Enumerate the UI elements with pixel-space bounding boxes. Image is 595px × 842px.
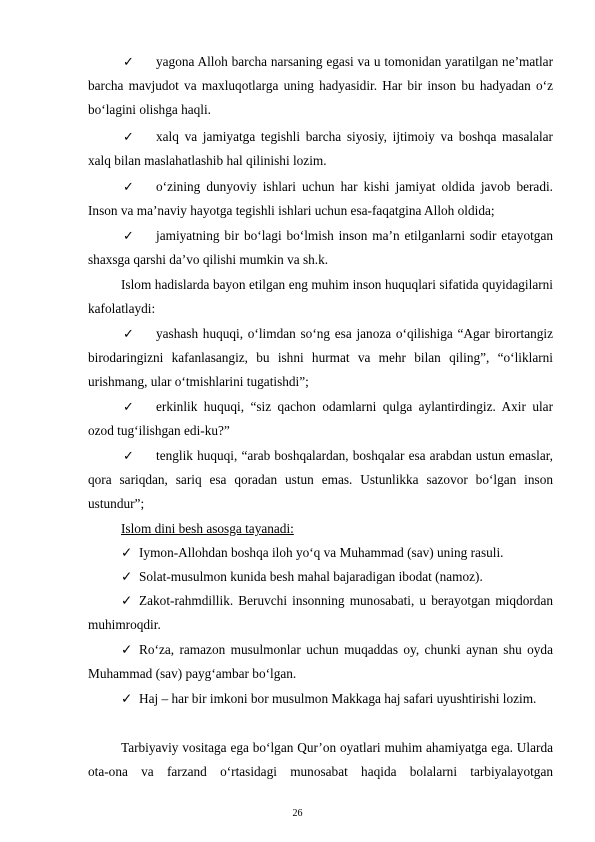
checkmark-icon: ✓: [121, 569, 133, 584]
right-paragraph: [88, 322, 553, 395]
checkmark-icon: ✓: [123, 326, 134, 341]
checkmark-icon: ✓: [121, 545, 133, 560]
bullet-paragraph: [88, 224, 553, 272]
bullet-text: yagona Alloh barcha narsaning egasi va u tomonidan yaratilgan ne’matlar barcha mavjudot va maxluqotlarga uning hadyasidir. Har bir inson bu hadyadan o‘z bo‘lagini olishga haqli.: [88, 54, 553, 118]
pillar-item: [88, 687, 553, 711]
closing-text: Tarbiyaviy vositaga ega bo‘lgan Qur’on oyatlari muhim ahamiyatga ega. Ularda ota-ona va farzand o‘rtasidagi munosabat haqida bolalarni tarbiyalayotgan: [88, 740, 553, 780]
right-text: erkinlik huquqi, “siz qachon odamlarni qulga aylantirdingiz. Axir ular ozod tug‘ilishgan edi-ku?”: [88, 399, 553, 439]
bullet-paragraph: [88, 125, 553, 173]
right-paragraph: [88, 444, 553, 517]
pillar-text: Solat-musulmon kunida besh mahal bajaradigan ibodat (namoz).: [139, 569, 483, 584]
bullet-text: o‘zining dunyoviy ishlari uchun har kishi jamiyat oldida javob beradi. Inson va ma’naviy hayotga tegishli ishlari uchun esa-faqatgina Alloh oldida;: [88, 179, 553, 219]
pillar-text: Haj – har bir imkoni bor musulmon Makkaga haj safari uyushtirishi lozim.: [139, 691, 537, 706]
page-number: 26: [292, 808, 303, 819]
checkmark-icon: ✓: [123, 54, 134, 69]
right-text: yashash huquqi, o‘limdan so‘ng esa janoza o‘qilishiga “Agar birortangiz birodaringizni kafanlasangiz, bu ishni hurmat va mehr bilan qiling”, “o‘liklarni urishmang, ular o‘tmishlarini tugatishdi”;: [88, 326, 553, 390]
intro-text: Islom hadislarda bayon etilgan eng muhim inson huquqlari sifatida quyidagilarni kafolatlaydi:: [88, 277, 553, 317]
closing-paragraph: [88, 736, 553, 784]
pillar-item: [88, 565, 553, 589]
checkmark-icon: ✓: [121, 691, 133, 706]
checkmark-icon: ✓: [121, 642, 133, 657]
checkmark-icon: ✓: [123, 448, 134, 463]
pillar-item: [88, 541, 553, 565]
checkmark-icon: ✓: [123, 228, 134, 243]
pillar-item: [88, 589, 553, 637]
bullet-paragraph: [88, 50, 553, 123]
bullet-text: xalq va jamiyatga tegishli barcha siyosiy, ijtimoiy va boshqa masalalar xalq bilan maslahatlashib hal qilinishi lozim.: [88, 129, 553, 169]
pillar-item: [88, 638, 553, 686]
intro-paragraph: [88, 273, 553, 321]
checkmark-icon: ✓: [123, 129, 134, 144]
pillar-text: Ro‘za, ramazon musulmonlar uchun muqaddas oy, chunki aynan shu oyda Muhammad (sav) payg‘ambar bo‘lgan.: [88, 642, 553, 682]
bullet-text: jamiyatning bir bo‘lagi bo‘lmish inson ma’n etilganlarni sodir etayotgan shaxsga qarshi da’vo qilishi mumkin va sh.k.: [88, 228, 553, 268]
checkmark-icon: ✓: [121, 593, 133, 608]
checkmark-icon: ✓: [123, 179, 134, 194]
pillars-heading: [88, 517, 553, 541]
pillars-heading-text: Islom dini besh asosga tayanadi:: [121, 521, 294, 536]
checkmark-icon: ✓: [123, 399, 134, 414]
pillar-text: Iymon-Allohdan boshqa iloh yo‘q va Muhammad (sav) uning rasuli.: [139, 545, 504, 560]
bullet-paragraph: [88, 175, 553, 223]
right-text: tenglik huquqi, “arab boshqalardan, boshqalar esa arabdan ustun emaslar, qora sariqdan, sariq esa qoradan ustun emas. Ustunlikka sazovor bo‘lgan inson ustundur”;: [88, 448, 553, 512]
pillar-text: Zakot-rahmdillik. Beruvchi insonning munosabati, u berayotgan miqdordan muhimroqdir.: [88, 593, 553, 633]
right-paragraph: [88, 395, 553, 443]
